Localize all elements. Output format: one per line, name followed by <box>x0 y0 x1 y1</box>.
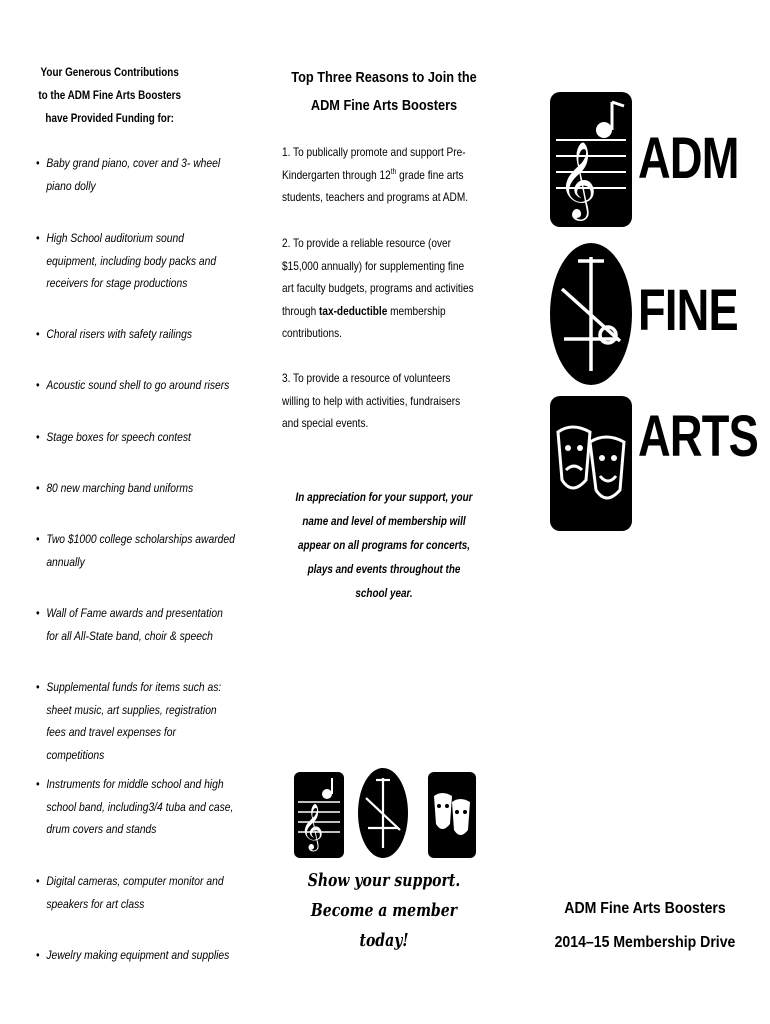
logo-word-fine: FINE <box>638 278 738 343</box>
appreciation-note: In appreciation for your support, your name and level of membership will appear on all programs for concerts, plays and events throughout the school year. <box>295 492 473 600</box>
funding-item: • Wall of Fame awards and presentation for all All-State band, choir & speech <box>36 602 236 647</box>
reason-3: 3. To provide a resource of volunteers willing to help with activities, fundraisers and special events. <box>282 371 461 430</box>
logo-word-arts: ARTS <box>638 404 759 469</box>
membership-drive-title: ADM Fine Arts Boosters 2014–15 Membership Drive <box>554 900 736 951</box>
reasons-heading: Top Three Reasons to Join the ADM Fine Arts Boosters <box>291 70 477 114</box>
music-note-icon <box>550 92 632 227</box>
music-note-icon <box>294 772 344 858</box>
theater-masks-icon <box>428 772 476 858</box>
logo-word-adm: ADM <box>638 126 739 191</box>
call-to-action: Show your support. Become a member today! <box>307 870 461 951</box>
funding-item: • 80 new marching band uniforms <box>36 477 236 500</box>
reason-1: 1. To publically promote and support Pre-Kindergarten through 12th grade fine arts students, teachers and programs at ADM. <box>282 145 469 204</box>
funding-item: • High School auditorium sound equipment, including body packs and receivers for stage productions <box>36 227 236 295</box>
reason-2: 2. To provide a reliable resource (over $15,000 annually) for supplementing fine art faculty budgets, programs and activities through tax-deductible membership contributions. <box>282 236 474 340</box>
funding-item: • Digital cameras, computer monitor and speakers for art class <box>36 870 236 915</box>
funding-item: • Acoustic sound shell to go around risers <box>36 374 236 397</box>
funding-item: • Two $1000 college scholarships awarded annually <box>36 528 236 573</box>
funding-item: • Baby grand piano, cover and 3- wheel piano dolly <box>36 152 236 197</box>
instruments-circle-icon <box>550 243 632 385</box>
funding-item: • Instruments for middle school and high school band, including3/4 tuba and case, drum covers and stands <box>36 773 236 841</box>
funding-item: • Supplemental funds for items such as: sheet music, art supplies, registration fees and travel expenses for competitions <box>36 676 236 766</box>
theater-masks-icon <box>550 396 632 531</box>
funding-item: • Choral risers with safety railings <box>36 323 236 346</box>
funding-item: • Stage boxes for speech contest <box>36 426 236 449</box>
svg-text:𝄞: 𝄞 <box>300 804 324 850</box>
funding-item: • Jewelry making equipment and supplies <box>36 944 236 967</box>
instruments-circle-icon <box>358 768 408 858</box>
funding-heading: Your Generous Contributions to the ADM Fine Arts Boosters have Provided Funding for: <box>38 67 182 125</box>
svg-text:𝄞: 𝄞 <box>558 141 598 218</box>
